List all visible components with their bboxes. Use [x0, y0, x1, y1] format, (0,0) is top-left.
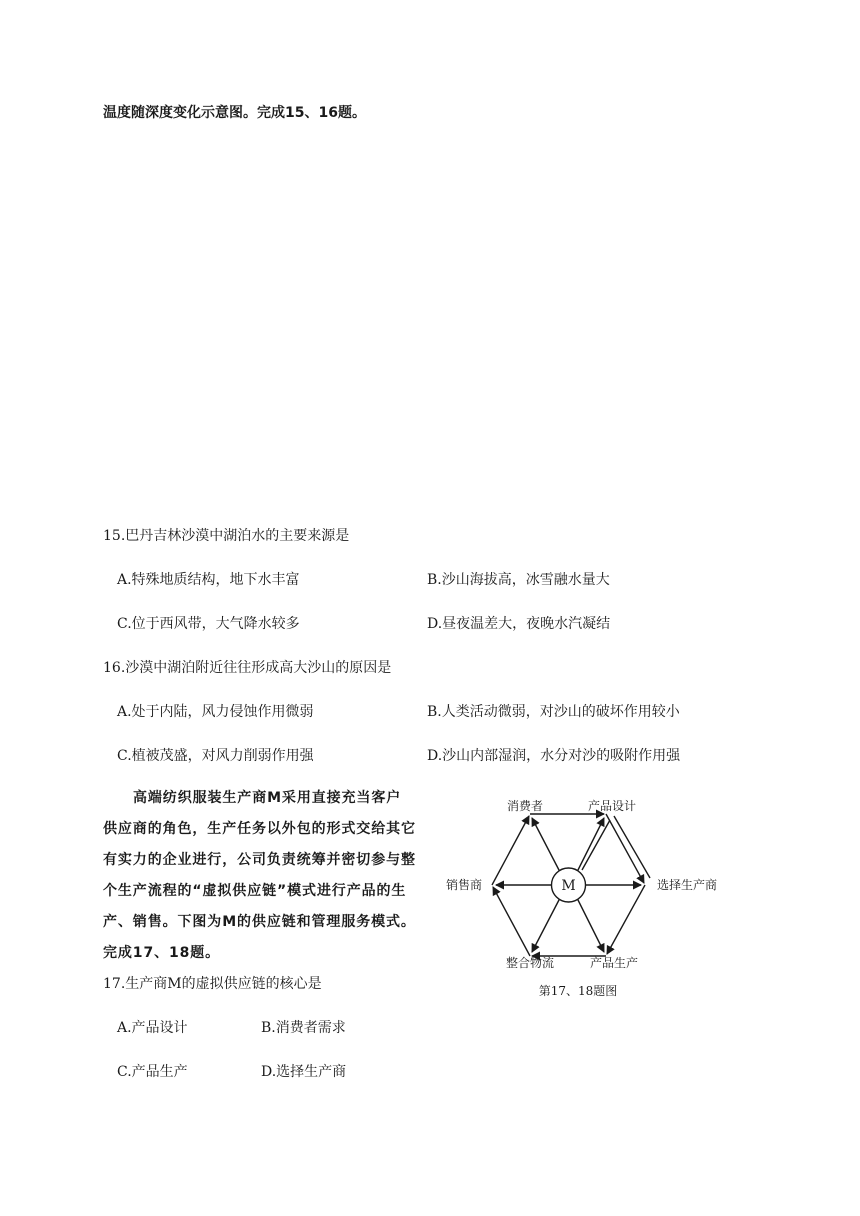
- edge-producer-production: [607, 885, 645, 954]
- passage-17-18: [103, 783, 433, 969]
- spoke-logistics: [532, 898, 560, 952]
- question-16-option-b: B.人类活动微弱，对沙山的破坏作用较小: [427, 704, 680, 720]
- question-16-option-c: C.植被茂盛，对风力削弱作用强: [117, 748, 314, 764]
- node-producer-select: 选择生产商: [657, 878, 718, 892]
- node-design: 产品设计: [587, 799, 637, 813]
- passage-line: 产、销售。下图为M的供应链和管理服务模式。: [103, 914, 416, 930]
- question-15-option-a: A.特殊地质结构，地下水丰富: [117, 572, 300, 588]
- question-15-option-c: C.位于西风带，大气降水较多: [117, 616, 300, 632]
- edge-design-producer: [606, 814, 644, 883]
- passage-line: 供应商的角色，生产任务以外包的形式交给其它: [103, 821, 416, 837]
- question-15-option-b: B.沙山海拔高，冰雪融水量大: [427, 572, 610, 588]
- intro-text: 温度随深度变化示意图。完成15、16题。: [103, 105, 366, 121]
- question-17-option-c: C.产品生产: [117, 1064, 188, 1080]
- passage-line: 有实力的企业进行，公司负责统筹并密切参与整: [103, 852, 416, 868]
- question-17-option-a: A.产品设计: [117, 1020, 188, 1036]
- diagram-caption: 第17、18题图: [538, 984, 618, 998]
- edge-design-producer-parallel: [614, 816, 650, 878]
- question-17-stem: 17.生产商M的虚拟供应链的核心是: [103, 976, 322, 992]
- passage-line: 个生产流程的“虚拟供应链”模式进行产品的生: [103, 883, 407, 899]
- node-logistics: 整合物流: [505, 956, 555, 970]
- edge-logistics-seller: [493, 887, 530, 956]
- question-15-option-d: D.昼夜温差大，夜晚水汽凝结: [427, 616, 611, 632]
- passage-line: 完成17、18题。: [103, 945, 221, 961]
- question-16-option-d: D.沙山内部湿润，水分对沙的吸附作用强: [427, 748, 681, 764]
- edge-seller-consumer: [492, 816, 529, 885]
- question-15-stem: 15.巴丹吉林沙漠中湖泊水的主要来源是: [103, 528, 350, 544]
- node-consumer: 消费者: [506, 799, 544, 813]
- edge-design-production-diagonal: [582, 820, 610, 870]
- spoke-production: [577, 898, 604, 952]
- spoke-consumer: [532, 818, 560, 872]
- question-16-stem: 16.沙漠中湖泊附近往往形成高大沙山的原因是: [103, 660, 392, 676]
- node-seller: 销售商: [445, 878, 482, 892]
- question-17-option-b: B.消费者需求: [261, 1020, 346, 1036]
- supply-chain-diagram: [440, 790, 730, 1010]
- passage-line: 高端纺织服装生产商M采用直接充当客户: [133, 790, 402, 806]
- question-16-option-a: A.处于内陆，风力侵蚀作用微弱: [117, 704, 314, 720]
- node-production: 产品生产: [589, 956, 639, 970]
- question-17-option-d: D.选择生产商: [261, 1064, 347, 1080]
- spoke-design: [577, 818, 604, 872]
- center-label: M: [561, 878, 576, 894]
